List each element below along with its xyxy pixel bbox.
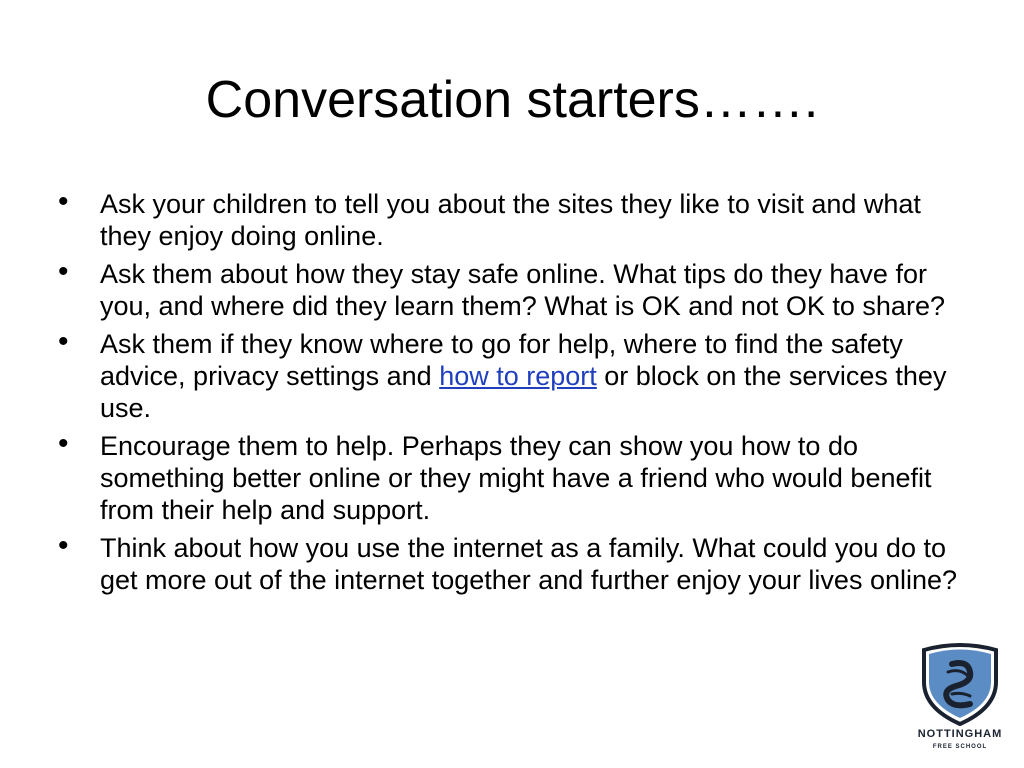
bullet-text: Ask them about how they stay safe online. What tips do they have for you, and where did they learn them? What is OK and not OK to share? xyxy=(100,259,945,321)
bullet-dot: • xyxy=(58,427,69,460)
bullet-dot: • xyxy=(58,255,69,288)
bullet-dot: • xyxy=(58,529,69,562)
bullet-item xyxy=(58,529,958,596)
slide-title: Conversation starters……. xyxy=(205,71,819,129)
bullet-item xyxy=(58,185,958,252)
bullet-dot: • xyxy=(58,325,69,358)
bullet-text: Think about how you use the internet as a family. What could you do to get more out of the internet together and further enjoy your lives online? xyxy=(100,533,958,595)
bullet-item xyxy=(58,255,958,322)
bullet-text: Encourage them to help. Perhaps they can show you how to do something better online or they might have a friend who would benefit from their help and support. xyxy=(100,431,932,525)
bullet-item xyxy=(58,325,958,424)
bullet-text-before-link: Ask them if they know where to go for help, where to find the safety advice, privacy settings and xyxy=(100,329,903,391)
bullet-text-after-link: or block on the services they use. xyxy=(100,361,947,423)
bullet-dot: • xyxy=(58,185,69,218)
bullet-text xyxy=(100,329,946,423)
shield-icon xyxy=(912,642,1008,726)
how-to-report-link[interactable]: how to report xyxy=(439,361,597,391)
logo-subtitle: FREE SCHOOL xyxy=(932,744,988,750)
bullet-text: Ask your children to tell you about the sites they like to visit and what they enjoy doing online. xyxy=(100,189,921,251)
school-logo xyxy=(912,642,1008,758)
bullet-list xyxy=(58,185,958,602)
logo-name: NOTTINGHAM xyxy=(917,728,1003,740)
bullet-item xyxy=(58,427,958,526)
